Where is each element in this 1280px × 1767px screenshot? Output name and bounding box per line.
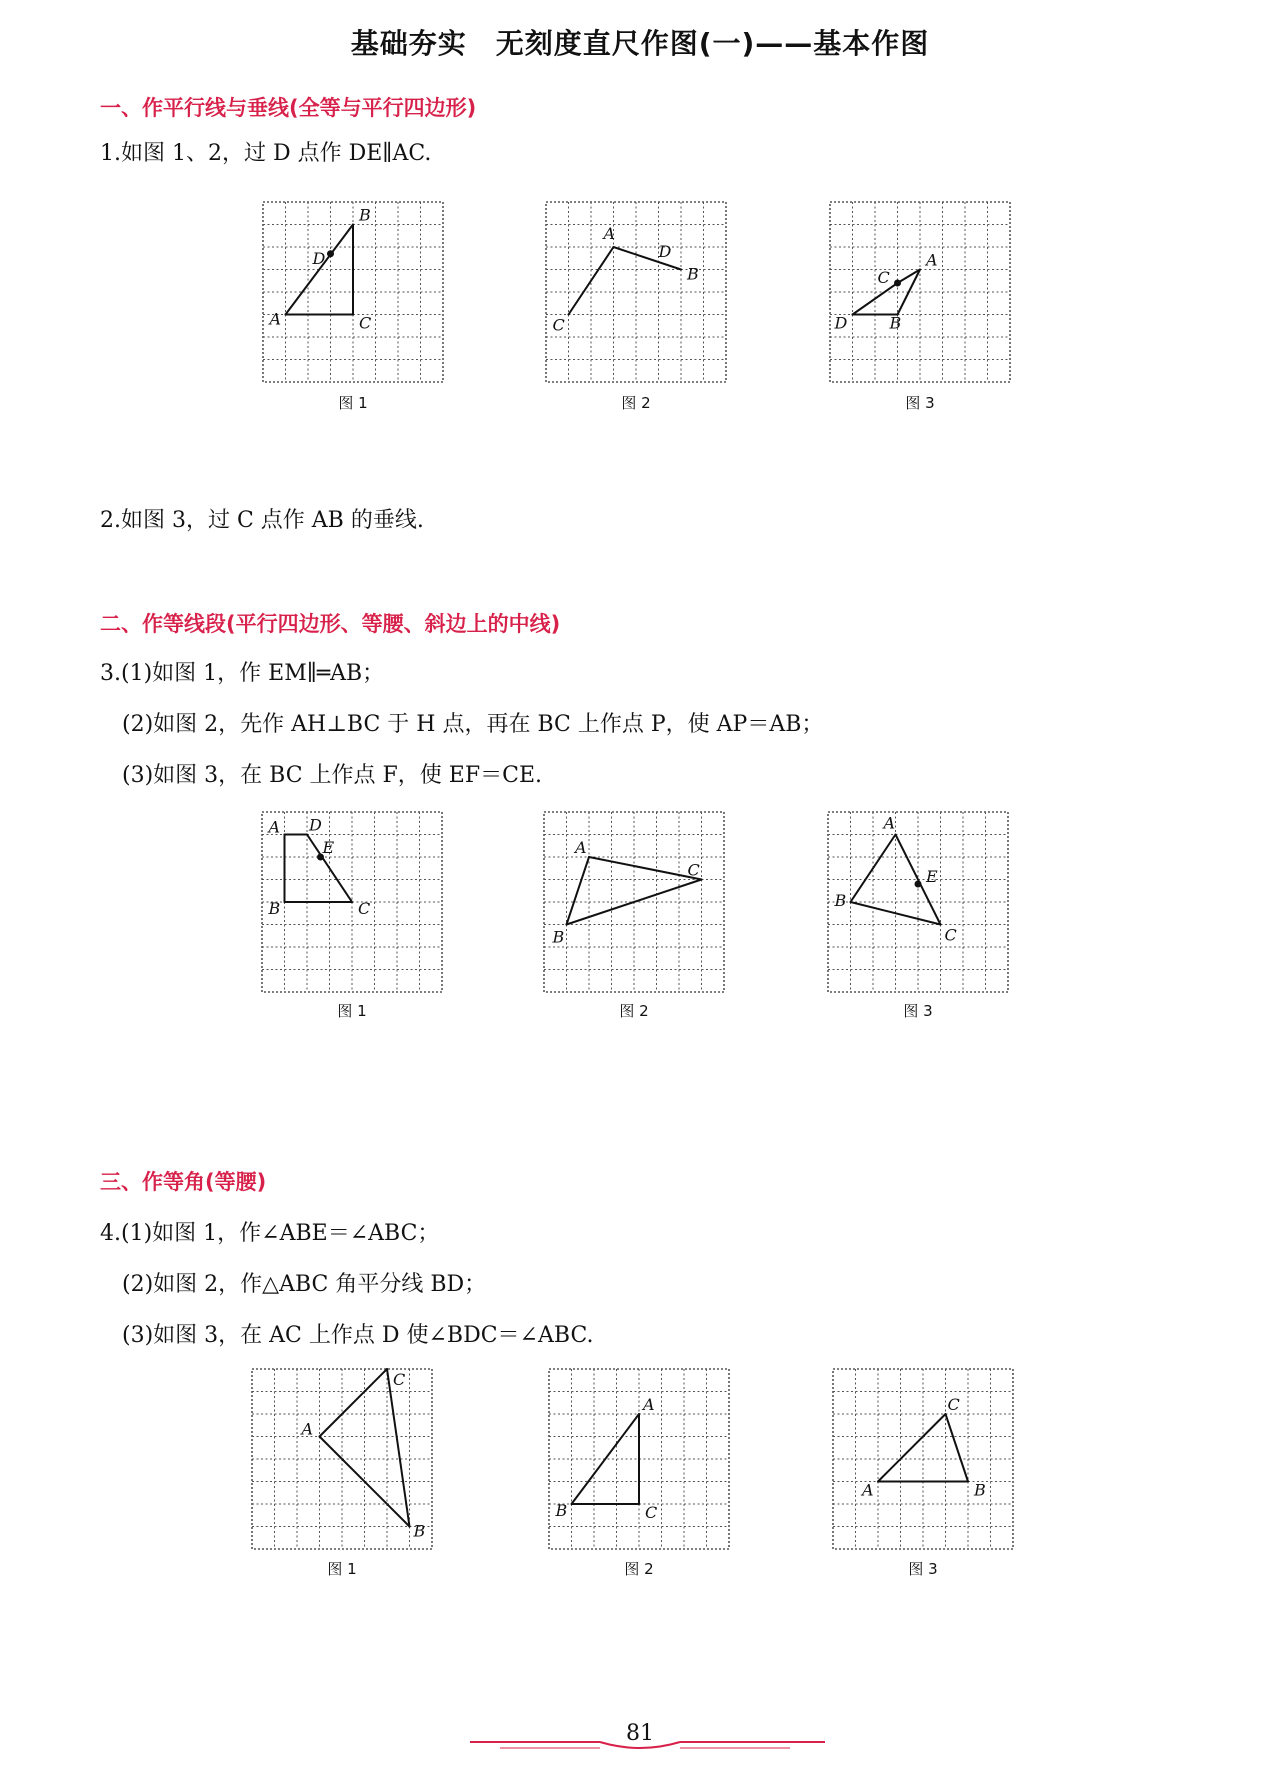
grid-figure [830,202,1010,382]
point-label-D: D [312,248,326,268]
problem-4-1: 4.(1)如图 1，作∠ABE＝∠ABC； [100,1221,440,1246]
point-label-A: A [575,838,587,857]
point-label-C: C [359,313,372,333]
figure-1-1 [263,202,443,382]
point-label-B: B [359,205,371,225]
problem-3-2: (2)如图 2，先作 AH⊥BC 于 H 点，再在 BC 上作点 P，使 AP＝AB； [122,712,824,737]
point-label-C: C [877,268,890,287]
point-label-C: C [358,899,371,918]
grid-figure [252,1369,432,1549]
problem-4-3: (3)如图 3，在 AC 上作点 D 使∠BDC＝∠ABC. [122,1323,594,1348]
segment-AC [878,1414,946,1482]
figure-3-3 [833,1369,1013,1549]
point-label-C: C [947,1395,960,1414]
grid-figure [544,812,724,992]
segment-AC [589,857,702,880]
point-dot-C [894,280,901,287]
point-label-C: C [393,1370,406,1389]
point-label-C: C [944,925,957,945]
point-label-D: D [834,313,848,333]
grid-figure [262,812,442,992]
point-label-C: C [552,315,565,335]
figure-caption: 图 2 [624,1560,654,1578]
figure-caption: 图 3 [905,394,935,412]
figure-3-2 [549,1369,729,1549]
grid-figure [828,812,1008,992]
figure-caption: 图 2 [619,1002,649,1020]
grid-figure [833,1369,1013,1549]
point-label-C: C [645,1503,658,1522]
point-label-A: A [269,309,282,329]
problem-3-3: (3)如图 3，在 BC 上作点 F，使 EF＝CE. [122,763,543,788]
point-label-A: A [603,224,616,243]
segment-CB [946,1414,969,1482]
problem-3-1: 3.(1)如图 1，作 EM∥═AB； [100,661,385,686]
figure-2-1 [262,812,442,992]
point-label-D: D [309,815,322,835]
point-label-B: B [889,313,902,333]
point-label-A: A [883,813,896,833]
segment-AC [320,1369,388,1437]
point-label-A: A [301,1419,314,1439]
figure-caption: 图 2 [621,394,651,412]
figure-caption: 图 1 [327,1560,357,1578]
point-label-E: E [926,867,938,886]
point-label-D: D [658,242,672,262]
point-label-A: A [862,1480,874,1500]
problem-4-2: (2)如图 2，作△ABC 角平分线 BD； [122,1272,487,1297]
figure-caption: 图 3 [903,1002,933,1020]
section-heading-1: 一、作平行线与垂线(全等与平行四边形) [100,96,477,120]
point-dot-E [915,881,922,888]
section-heading-2: 二、作等线段(平行四边形、等腰、斜边上的中线) [100,612,561,636]
page-title: 基础夯实 无刻度直尺作图(一)——基本作图 [350,27,930,60]
segment-BC [567,880,702,925]
figure-caption: 图 1 [338,394,368,412]
figure-2-3 [828,812,1008,992]
page-number: 81 [626,1721,654,1746]
point-label-B: B [974,1480,986,1500]
point-label-B: B [413,1521,426,1541]
figure-caption: 图 1 [337,1002,367,1020]
section-heading-3: 三、作等角(等腰) [100,1170,267,1194]
point-label-A: A [643,1395,655,1414]
figure-1-2 [546,202,726,382]
grid-figure [546,202,726,382]
point-label-A: A [268,817,281,837]
point-label-B: B [552,927,565,947]
point-label-B: B [687,264,699,284]
segment-AB [567,857,590,925]
figure-caption: 图 3 [908,1560,938,1578]
point-label-C: C [687,860,700,880]
point-label-A: A [926,250,938,270]
figure-3-1 [252,1369,432,1549]
segment-CB [387,1369,410,1527]
point-dot-D [327,250,334,257]
figure-2-2 [544,812,724,992]
point-label-B: B [555,1501,568,1520]
grid-figure [263,202,443,382]
problem-2: 2.如图 3，过 C 点作 AB 的垂线. [100,508,424,533]
grid-figure [549,1369,729,1549]
point-label-B: B [834,891,847,910]
figure-1-3 [830,202,1010,382]
point-label-B: B [268,899,281,918]
point-label-E: E [322,838,335,857]
problem-1: 1.如图 1、2，过 D 点作 DE∥AC. [100,141,432,166]
